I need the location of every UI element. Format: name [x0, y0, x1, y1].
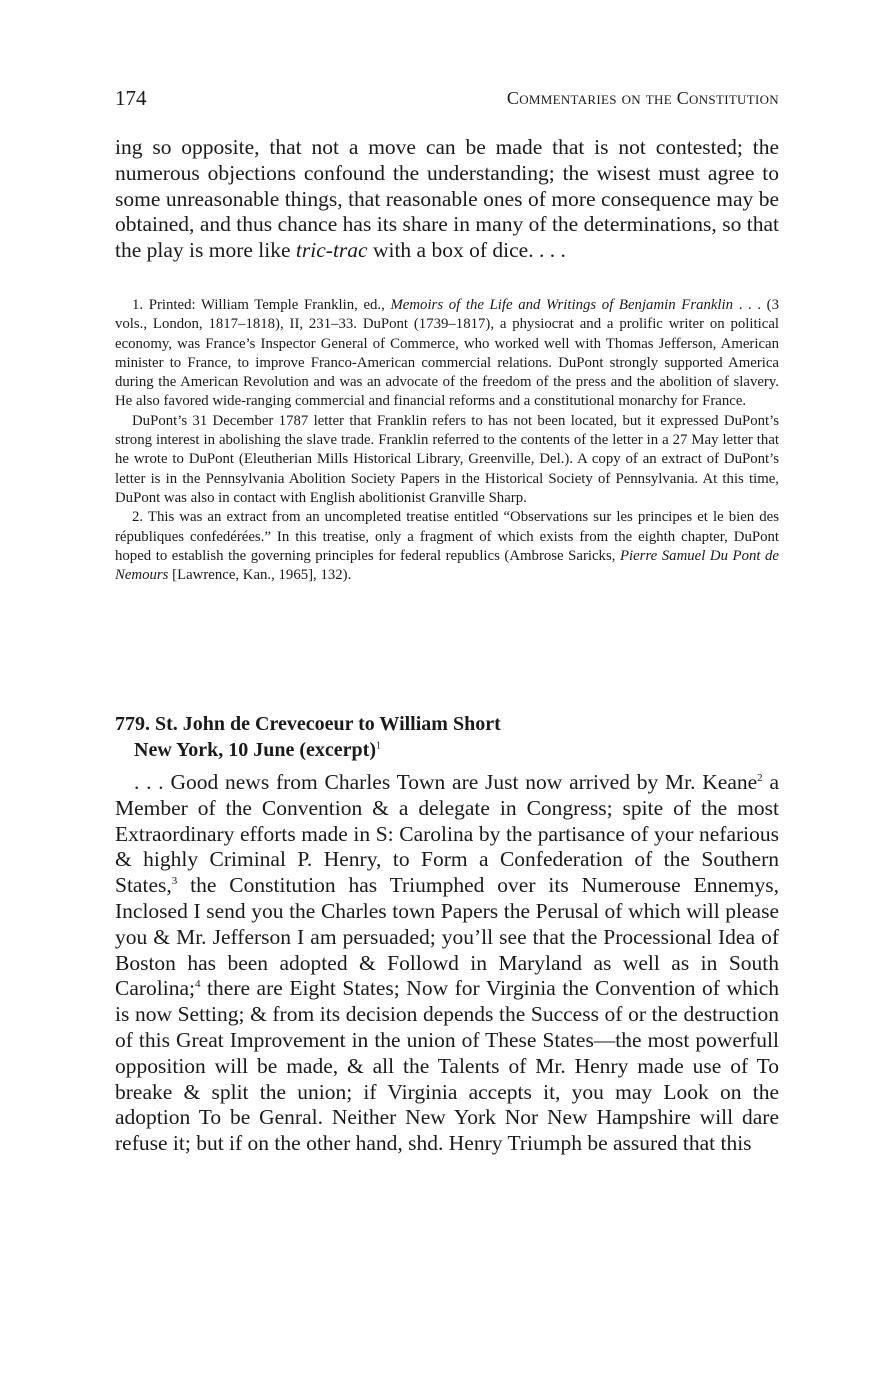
continuation-italic: tric-trac [295, 238, 368, 263]
continuation-paragraph [115, 135, 779, 264]
footnotes [115, 296, 779, 585]
footnote-1-continued: DuPont’s 31 December 1787 letter that Franklin refers to has not been located, but it expressed DuPont’s strong interest in abolishing the slave trade. Franklin referred to the contents of the letter in a 27 May letter that he wrote to DuPont (Eleutherian Mills Historical Library, Greenville, Del.). A copy of an extract of DuPont’s letter is in the Pennsylvania Abolition Society Papers in the Historical Society of Pennsylvania. At this time, DuPont was also in contact with English abolitionist Granville Sharp. [115, 412, 779, 506]
page-number: 174 [115, 86, 147, 110]
document-heading-title: 779. St. John de Crevecoeur to William Short [115, 713, 501, 735]
continuation-text-a: ing so opposite, that not a move can be made that is not contested; the numerous objections confound the understanding; the wisest must agree to some unreasonable things, that reasonable ones of more consequence may be obtained, and thus chance has its share in many of the determinations, so that the play is more like [115, 135, 779, 263]
letter-body [115, 770, 779, 1157]
letter-body-part-1: . . . Good news from Charles Town are Just now arrived by Mr. Keane [134, 770, 758, 794]
running-head: Commentaries on the Constitution [506, 88, 779, 108]
footnote-2-italic: Pierre Samuel Du Pont de Nemours [115, 547, 779, 584]
letter-body-part-4: there are Eight States; Now for Virginia the Convention of which is now Setting; & from its decision depends the Success of or the destruction of this Great Improvement in the union of These States—the most powerfull opposition will be made, & all the Talents of Mr. Henry made use of To breake & split the union; if Virginia accepts it, you may Look on the adoption To be Genral. Neither New York Nor New Hampshire will dare refuse it; but if on the other hand, shd. Henry Triumph be assured that this [115, 976, 779, 1156]
footnote-1-text-b: . . . (3 vols., London, 1817–1818), II, 231–33. DuPont (1739–1817), a physiocrat and a prolific writer on political economy, was France’s Inspector General of Commerce, who worked well with Thomas Jefferson, American minister to France, to improve Franco-American commercial relations. DuPont strongly supported America during the American Revolution and was an advocate of the freedom of the press and the abolition of slavery. He also favored wide-ranging commercial and financial reforms and a constitutional monarchy for France. [115, 297, 779, 410]
footnote-ref-3: 3 [171, 875, 178, 888]
footnote-1-italic: Memoirs of the Life and Writings of Benjamin Franklin [390, 297, 734, 313]
page-header [115, 86, 779, 116]
document-heading-dateline [115, 737, 779, 763]
footnote-1-number: 1. [132, 297, 149, 313]
footnote-2 [115, 508, 779, 585]
footnote-2-text-b: [Lawrence, Kan., 1965], 132). [168, 567, 352, 584]
heading-footnote-ref: 1 [375, 740, 381, 752]
document-heading-dateline-text: New York, 10 June (excerpt) [134, 739, 376, 761]
letter-body-part-3: the Constitution has Triumphed over its Numerouse Ennemys, Inclosed I send you the Charles town Papers the Perusal of which will please you & Mr. Jefferson I am persuaded; you’ll see that the Processional Idea of Boston has been adopted & Followd in Maryland as well as in South Carolina; [115, 873, 779, 1001]
footnote-2-text-a: This was an extract from an uncompleted treatise entitled “Observations sur les principes et le bien des républiques confedérées.” In this treatise, only a fragment of which exists from the eighth chapter, DuPont hoped to establish the governing principles for federal republics (Ambrose Saricks, [115, 509, 779, 564]
continuation-text-b: with a box of dice. . . . [367, 238, 566, 263]
letter-body-part-2: a Member of the Convention & a delegate in Congress; spite of the most Extraordinary efforts made in S: Carolina by the partisance of your nefarious & highly Criminal P. Henry, to Form a Confederation of the Southern States, [115, 770, 779, 898]
footnote-2-number: 2. [132, 509, 148, 526]
document-heading [115, 711, 779, 763]
footnote-1 [115, 296, 779, 412]
footnote-ref-4: 4 [195, 978, 201, 991]
footnote-ref-2: 2 [757, 771, 763, 784]
footnote-1-text-a: Printed: William Temple Franklin, ed., [148, 297, 391, 313]
